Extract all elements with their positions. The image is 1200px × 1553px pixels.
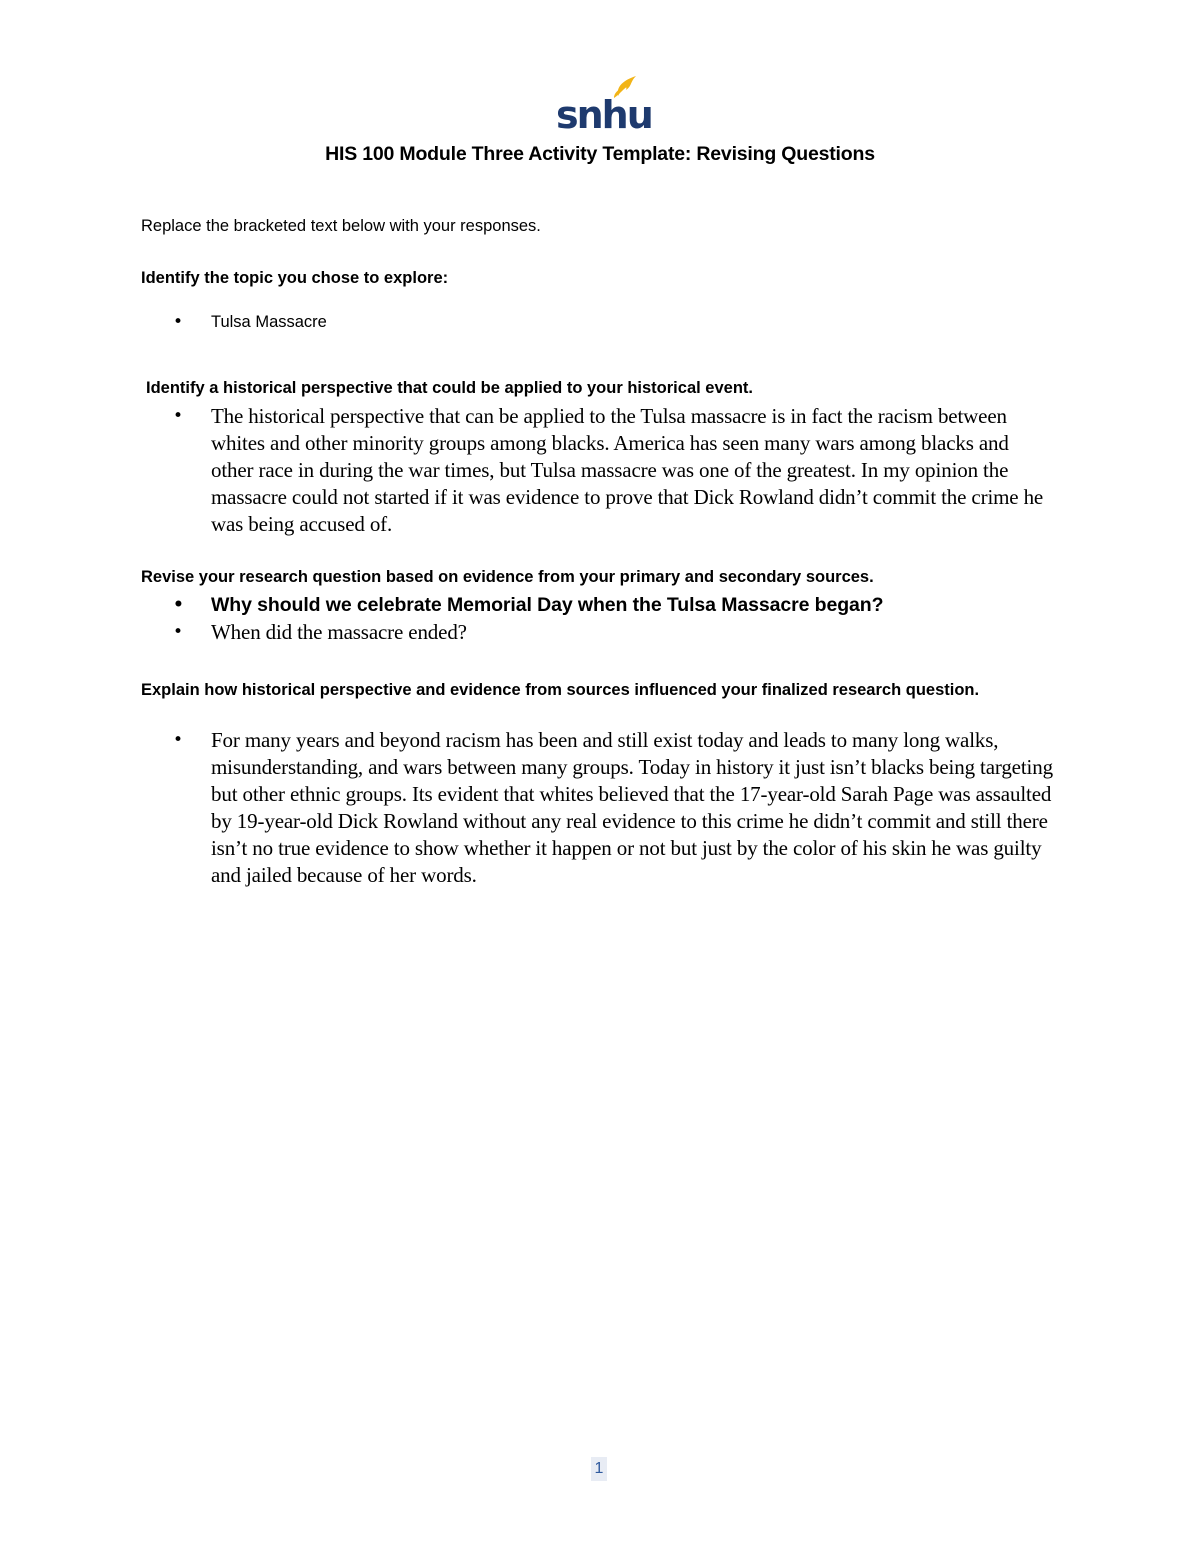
snhu-logo — [556, 74, 652, 137]
list-item: • Tulsa Massacre — [141, 311, 1061, 333]
list-item: • The historical perspective that can be applied to the Tulsa massacre is in fact the racism between whites and other minority groups among blacks. America has seen many wars among blacks and other race in during the war times, but Tulsa massacre was one of the greatest. In my opinion the massacre could not started if it was evidence to prove that Dick Rowland didn’t commit the crime he was being accused of. — [141, 403, 1051, 538]
perspective-list — [141, 403, 1051, 538]
document-title: HIS 100 Module Three Activity Template: Revising Questions — [325, 143, 875, 165]
page-number: 1 — [591, 1457, 607, 1481]
list-item: • Why should we celebrate Memorial Day when the Tulsa Massacre began? — [141, 592, 1051, 619]
revise-list — [141, 592, 1051, 646]
perspective-prompt: Identify a historical perspective that could be applied to your historical event. — [146, 379, 753, 397]
list-item: • For many years and beyond racism has been and still exist today and leads to many long walks, misunderstanding, and wars between many groups. Today in history it just isn’t blacks being targeting but other ethnic groups. Its evident that whites believed that the 17-year-old Sarah Page was assaulted by 19-year-old Dick Rowland without any real evidence to this crime he didn’t commit and still there isn’t no true evidence to show whether it happen or not but just by the color of his skin he was guilty and jailed because of her words. — [141, 727, 1056, 889]
explain-list — [141, 727, 1056, 889]
list-item: • When did the massacre ended? — [141, 619, 1051, 646]
explain-prompt: Explain how historical perspective and evidence from sources influenced your finalized research question. — [141, 681, 980, 699]
instructions-text: Replace the bracketed text below with your responses. — [141, 217, 541, 235]
topic-list — [141, 311, 1061, 333]
svg-text:snhu: snhu — [556, 93, 652, 137]
topic-prompt: Identify the topic you chose to explore: — [141, 269, 449, 287]
revise-prompt: Revise your research question based on evidence from your primary and secondary sources. — [141, 568, 874, 586]
